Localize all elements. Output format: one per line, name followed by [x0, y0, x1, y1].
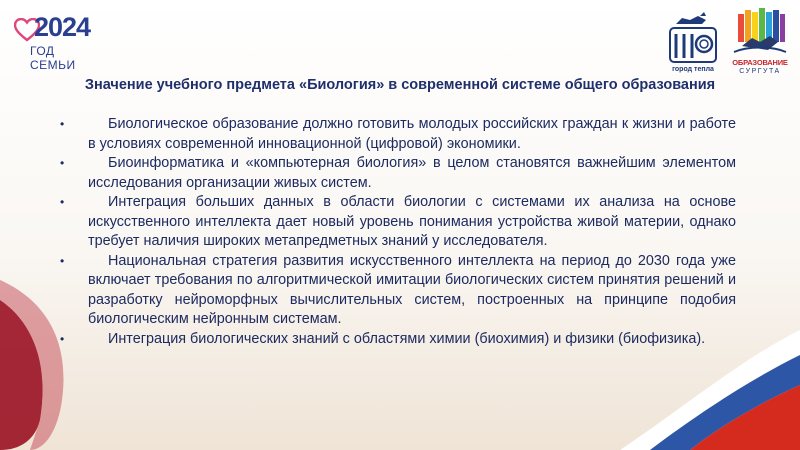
bullet-marker: • [60, 331, 65, 346]
logo-subtitle: ГОД СЕМЬИ [30, 44, 76, 72]
bullet-marker: • [60, 195, 65, 209]
bullet-marker: • [60, 117, 65, 131]
bullet-item [60, 193, 736, 252]
bullet-item [60, 115, 736, 154]
bullet-item [60, 330, 736, 350]
year-of-family-logo [14, 12, 104, 72]
slide-title: Значение учебного предмета «Биология» в современной системе общего образования [84, 77, 716, 93]
surgut-logo [662, 10, 724, 74]
bullet-marker: • [60, 253, 65, 268]
bullet-item [60, 154, 736, 193]
bullet-marker: • [60, 156, 65, 170]
bullet-text: Биоинформатика и «компьютерная биология» в целом становятся важнейшим элементом исследования организации живых систем. [88, 155, 736, 191]
surgut-emblem-icon [662, 10, 724, 66]
education-logo-caption: ОБРАЗОВАНИЕ [732, 58, 788, 67]
bullet-text: Интеграция больших данных в области биологии с системами их анализа на основе искусственного интеллекта дает новый уровень понимания устройства живой материи, однако требует наличия широких метапредметных знаний у исследователя. [88, 194, 736, 249]
books-icon [728, 8, 792, 58]
bullet-text: Биологическое образование должно готовить молодых российских граждан к жизни и работе в условиях современной инновационной (цифровой) экономики. [88, 116, 736, 152]
logo-year: 2024 [34, 12, 91, 42]
education-logo [728, 8, 792, 80]
bullet-item [60, 252, 736, 330]
education-logo-subcaption: СУРГУТА [739, 68, 781, 75]
surgut-logo-caption: город тепла [672, 66, 714, 73]
bullet-list [60, 115, 736, 349]
bullet-text: Интеграция биологических знаний с областями химии (биохимия) и физики (биофизика). [108, 330, 706, 347]
bullet-text: Национальная стратегия развития искусственного интеллекта на период до 2030 года уже включает требования по алгоритмической имитации биологических систем принятия решений и разработку нейроморфных вычислительных систем, построенных на принципе подобия биологическим нейронным системам. [88, 252, 736, 327]
